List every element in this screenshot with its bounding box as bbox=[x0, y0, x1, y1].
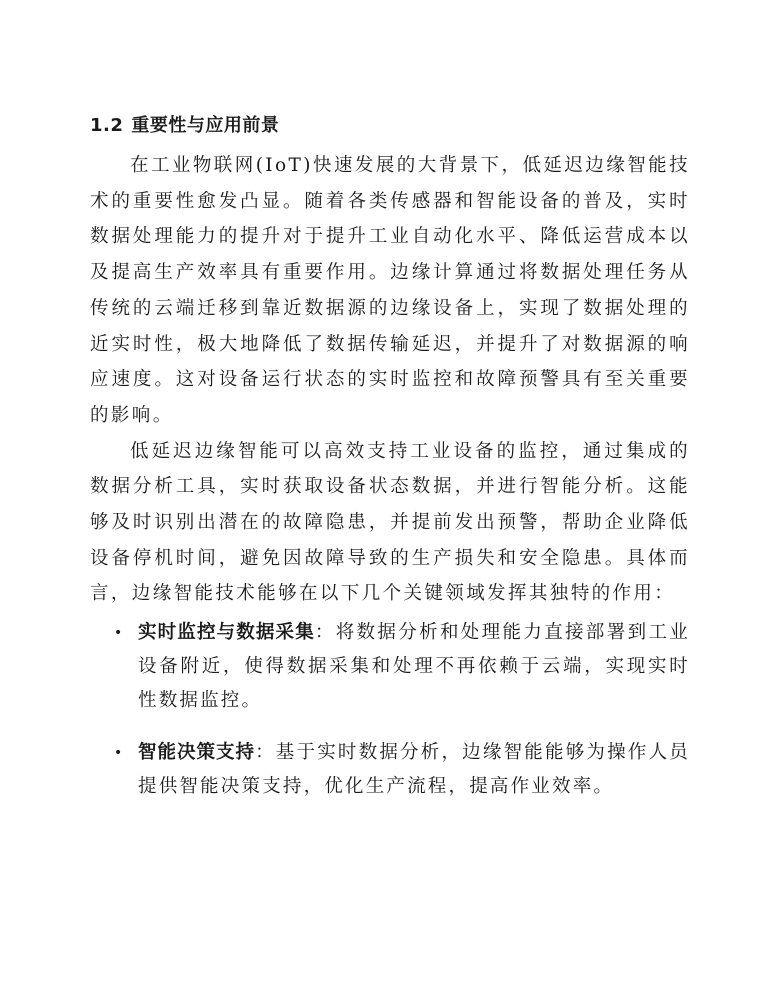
paragraph-2: 低延迟边缘智能可以高效支持工业设备的监控，通过集成的数据分析工具，实时获取设备状态数据，并进行智能分析。这能够及时识别出潜在的故障隐患，并提前发出预警，帮助企业降低设备停机时间，避免因故障导致的生产损失和安全隐患。具体而言，边缘智能技术能够在以下几个关键领域发挥其独特的作用： bbox=[90, 440, 690, 605]
section-heading bbox=[90, 112, 690, 140]
list-item-text: 基于实时数据分析，边缘智能能够为操作人员提供智能决策支持，优化生产流程，提高作业效率。 bbox=[138, 742, 690, 798]
feature-list bbox=[90, 616, 690, 804]
list-item-term: 实时监控与数据采集 bbox=[138, 622, 315, 644]
section-title: 重要性与应用前景 bbox=[131, 115, 280, 136]
paragraph-1: 在工业物联网(IoT)快速发展的大背景下，低延迟边缘智能技术的重要性愈发凸显。随着各类传感器和智能设备的普及，实时数据处理能力的提升对于提升工业自动化水平、降低运营成本以及提高生产效率具有重要作用。边缘计算通过将数据处理任务从传统的云端迁移到靠近数据源的边缘设备上，实现了数据处理的近实时性，极大地降低了数据传输延迟，并提升了对数据源的响应速度。这对设备运行状态的实时监控和故障预警具有至关重要的影响。 bbox=[90, 155, 690, 426]
list-item bbox=[90, 736, 690, 804]
list-item bbox=[90, 616, 690, 718]
bullet-icon: • bbox=[114, 745, 125, 762]
list-item-separator: ： bbox=[314, 622, 336, 644]
list-item-text: 将数据分析和处理能力直接部署到工业设备附近，使得数据采集和处理不再依赖于云端，实现实时性数据监控。 bbox=[138, 622, 690, 712]
section-number: 1.2 bbox=[90, 115, 124, 136]
bullet-icon: • bbox=[114, 625, 125, 642]
document-page bbox=[90, 112, 690, 822]
list-item-separator: ： bbox=[255, 742, 276, 764]
list-item-term: 智能决策支持 bbox=[138, 742, 256, 764]
